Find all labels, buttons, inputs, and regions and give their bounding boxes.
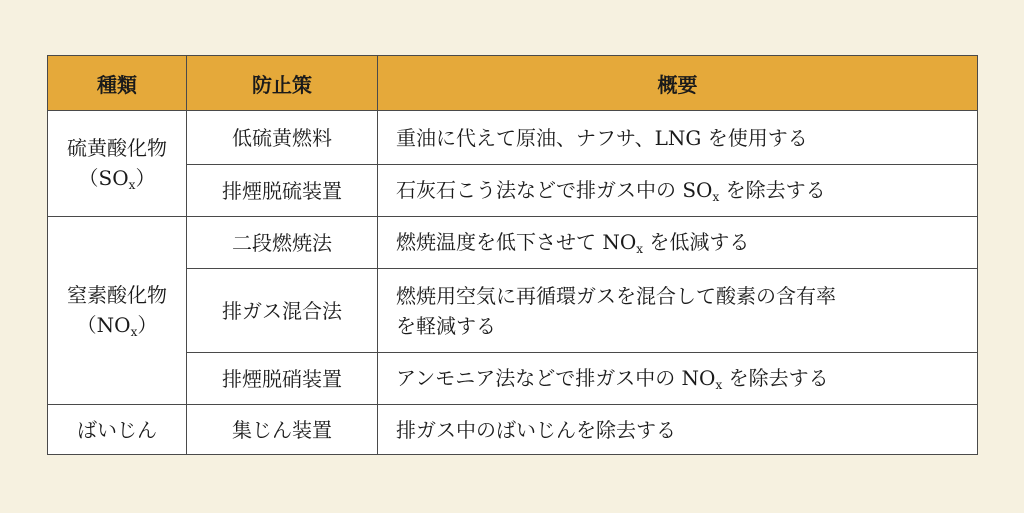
kind-cell-sulfur-oxides [48, 111, 187, 217]
pollution-countermeasures-table [47, 55, 978, 455]
summary-line-1: 燃焼用空気に再循環ガスを混合して酸素の含有率 [396, 283, 836, 308]
summary-cell [378, 217, 978, 269]
formula-subscript: x [130, 325, 138, 339]
summary-text-end: を低減する [643, 230, 750, 254]
summary-line-2: を軽減する [396, 313, 496, 338]
kind-formula [48, 163, 186, 194]
table-header-row [48, 56, 978, 111]
table-row [48, 217, 978, 269]
summary-subscript: x [712, 190, 720, 204]
summary-cell [378, 165, 978, 217]
kind-name: 硫黄酸化物 [67, 136, 167, 160]
summary-text: 石灰石こう法などで排ガス中の SO [396, 178, 713, 202]
kind-name: 窒素酸化物 [67, 283, 167, 307]
summary-text-end: を除去する [719, 178, 826, 202]
table-row [48, 405, 978, 455]
method-cell: 二段燃焼法 [187, 217, 378, 269]
table-row [48, 111, 978, 165]
kind-cell-dust: ばいじん [48, 405, 187, 455]
header-method: 防止策 [187, 56, 378, 111]
formula-subscript: x [128, 178, 136, 192]
method-cell: 排煙脱硝装置 [187, 353, 378, 405]
header-summary: 概要 [378, 56, 978, 111]
table-row [48, 165, 978, 217]
kind-formula [48, 310, 186, 341]
formula-close: ） [135, 166, 156, 190]
summary-subscript: x [715, 378, 723, 392]
formula-open: （SO [78, 166, 129, 190]
summary-cell [378, 353, 978, 405]
summary-cell: 重油に代えて原油、ナフサ、LNG を使用する [378, 111, 978, 165]
summary-text: 燃焼温度を低下させて NO [396, 230, 637, 254]
summary-text-end: を除去する [722, 366, 829, 390]
formula-open: （NO [76, 313, 131, 337]
header-kind: 種類 [48, 56, 187, 111]
table-row [48, 269, 978, 353]
method-cell: 排ガス混合法 [187, 269, 378, 353]
method-cell: 低硫黄燃料 [187, 111, 378, 165]
summary-cell: 排ガス中のばいじんを除去する [378, 405, 978, 455]
method-cell: 排煙脱硫装置 [187, 165, 378, 217]
summary-text: アンモニア法などで排ガス中の NO [396, 366, 716, 390]
method-cell: 集じん装置 [187, 405, 378, 455]
table-row [48, 353, 978, 405]
kind-cell-nitrogen-oxides [48, 217, 187, 405]
summary-cell [378, 269, 978, 353]
summary-subscript: x [636, 242, 644, 256]
formula-close: ） [137, 313, 158, 337]
